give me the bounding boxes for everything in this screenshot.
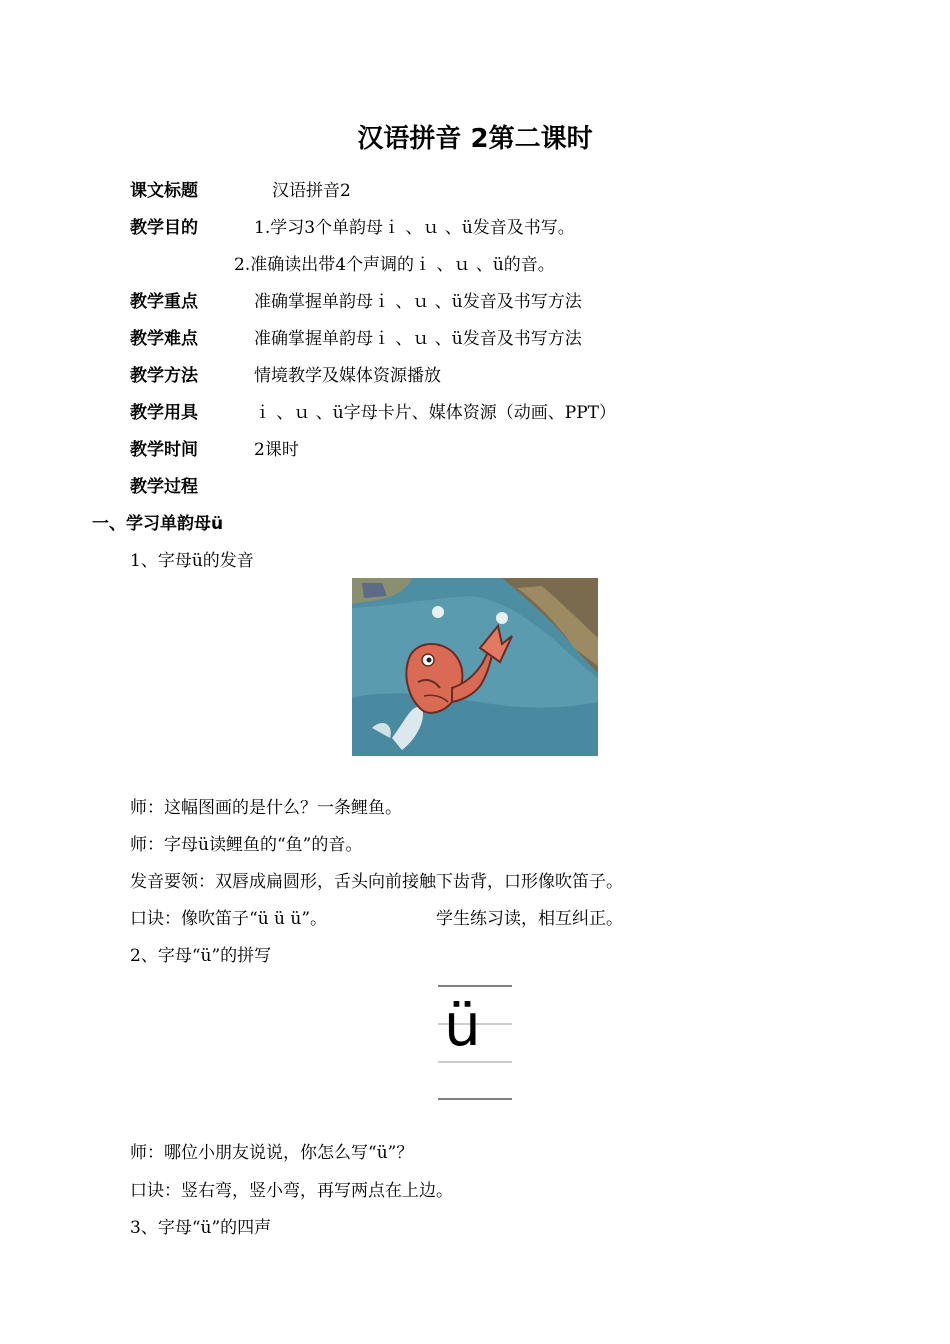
paragraph-teacher-question: 师：这幅图画的是什么？一条鲤鱼。 [130, 798, 402, 818]
carp-jumping-icon [352, 578, 598, 756]
meta-label-objective: 教学目的 [130, 218, 198, 238]
meta-label-method: 教学方法 [130, 366, 198, 386]
meta-value-tools: ｉ 、ｕ 、ü字母卡片、媒体资源（动画、PPT） [254, 403, 616, 423]
paragraph-articulation: 发音要领：双唇成扁圆形，舌头向前接触下齿背，口形像吹笛子。 [130, 872, 623, 892]
paragraph-writing-mnemonic: 口诀：竖右弯，竖小弯，再写两点在上边。 [130, 1181, 453, 1201]
meta-label-process: 教学过程 [130, 477, 198, 497]
subsection-pronunciation: 1、字母ü的发音 [130, 551, 254, 571]
meta-value-method: 情境教学及媒体资源播放 [254, 366, 441, 386]
meta-value-objective-2: 2.准确读出带4个声调的ｉ 、ｕ 、ü的音。 [234, 255, 555, 275]
paragraph-teacher-explain: 师：字母ü读鲤鱼的“鱼”的音。 [130, 835, 363, 855]
letter-u-umlaut: ü [444, 991, 481, 1059]
subsection-writing: 2、字母“ü”的拼写 [130, 946, 272, 966]
meta-label-tools: 教学用具 [130, 403, 198, 423]
paragraph-mnemonic: 口诀：像吹笛子“ü ü ü”。 [130, 909, 328, 929]
page-title: 汉语拼音 2第二课时 [357, 124, 593, 154]
meta-label-difficulty: 教学难点 [130, 329, 198, 349]
meta-value-lesson-title: 汉语拼音2 [272, 181, 351, 201]
meta-value-key-point: 准确掌握单韵母ｉ 、ｕ 、ü发音及书写方法 [254, 292, 582, 312]
meta-value-time: 2课时 [254, 440, 299, 460]
meta-label-key-point: 教学重点 [130, 292, 198, 312]
paragraph-teacher-writing-question: 师：哪位小朋友说说，你怎么写“ü”？ [130, 1143, 414, 1163]
meta-value-objective-1: 1.学习3个单韵母ｉ 、ｕ 、ü发音及书写。 [254, 218, 575, 238]
meta-value-difficulty: 准确掌握单韵母ｉ 、ｕ 、ü发音及书写方法 [254, 329, 582, 349]
carp-illustration [352, 578, 598, 756]
meta-label-time: 教学时间 [130, 440, 198, 460]
section-heading: 一、学习单韵母ü [92, 514, 224, 534]
meta-label-lesson-title: 课文标题 [130, 181, 198, 201]
subsection-tones: 3、字母“ü”的四声 [130, 1218, 272, 1238]
paragraph-practice: 学生练习读，相互纠正。 [436, 909, 623, 929]
